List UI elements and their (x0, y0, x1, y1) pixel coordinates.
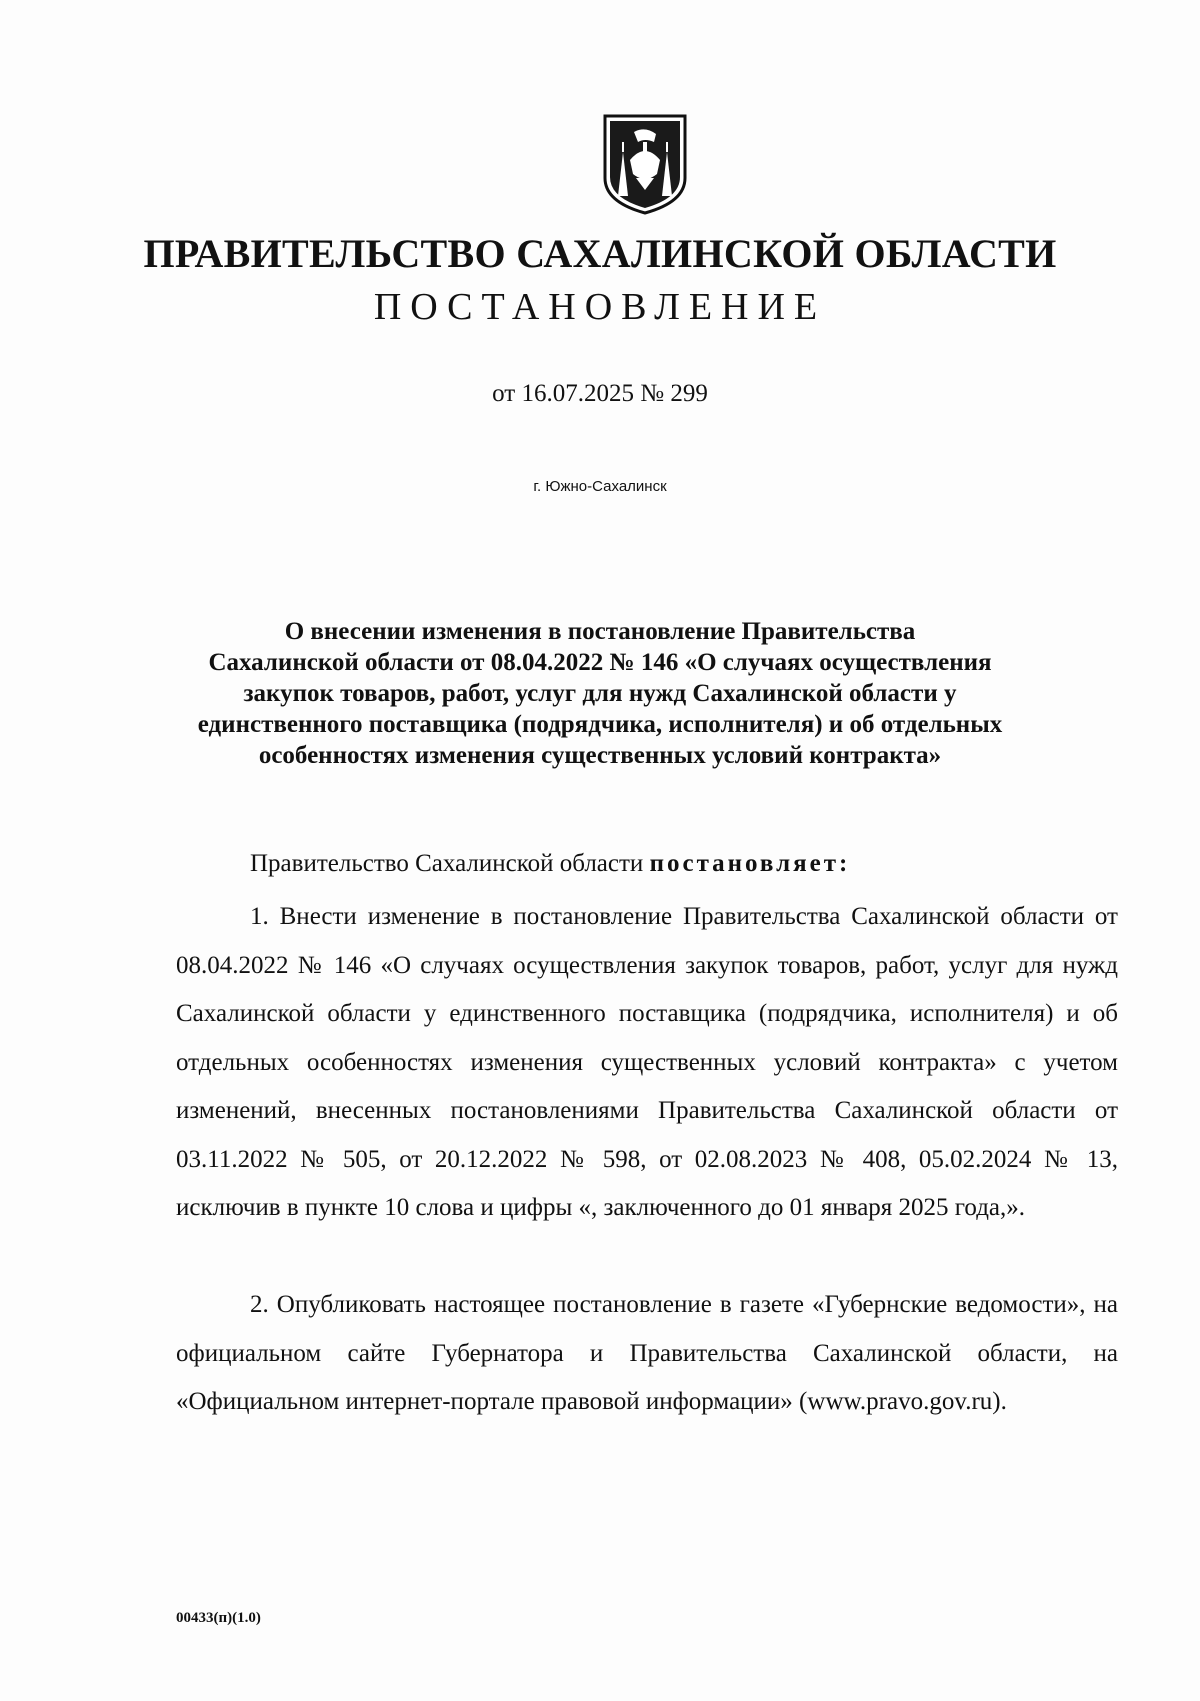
heading-line: единственного поставщика (подрядчика, исполнителя) и об отдельных (197, 711, 1003, 738)
government-title: ПРАВИТЕЛЬСТВО САХАЛИНСКОЙ ОБЛАСТИ (143, 231, 1057, 276)
paragraph-2: 2. Опубликовать настоящее постановление в газете «Губернские ведомости», на официальном сайте Губернатора и Правительства Сахалинской области, на «Официальном интернет-портале правовой информации» (www.pravo.gov.ru). (176, 1291, 1118, 1415)
document-date-number: от 16.07.2025 № 299 (492, 380, 708, 407)
sakhalin-coat-of-arms-icon (600, 112, 690, 216)
preamble-emphasis: постановляет: (649, 850, 851, 877)
form-code: 00433(п)(1.0) (176, 1610, 261, 1626)
heading-line: закупок товаров, работ, услуг для нужд Сахалинской области у (243, 680, 957, 707)
heading-line: О внесении изменения в постановление Правительства (284, 618, 916, 645)
document-city: г. Южно-Сахалинск (533, 478, 667, 495)
heading-line: особенностях изменения существенных условий контракта» (258, 742, 942, 769)
document-heading (176, 616, 1024, 771)
preamble-text: Правительство Сахалинской области (250, 850, 650, 877)
heading-line: Сахалинской области от 08.04.2022 № 146 «О случаях осуществления (208, 649, 992, 676)
document-type: ПОСТАНОВЛЕНИЕ (373, 286, 827, 328)
paragraph-1: 1. Внести изменение в постановление Правительства Сахалинской области от 08.04.2022 № 146 «О случаях осуществления закупок товаров, работ, услуг для нужд Сахалинской области у единственного поставщика (подрядчика, исполнителя) и об отдельных особенностях изменения существенных условий контракта» с учетом изменений, внесенных постановлениями Правительства Сахалинской области от 03.11.2022 № 505, от 20.12.2022 № 598, от 02.08.2023 № 408, 05.02.2024 № 13, исключив в пункте 10 слова и цифры «, заключенного до 01 января 2025 года,». (176, 903, 1118, 1221)
preamble (250, 850, 850, 878)
